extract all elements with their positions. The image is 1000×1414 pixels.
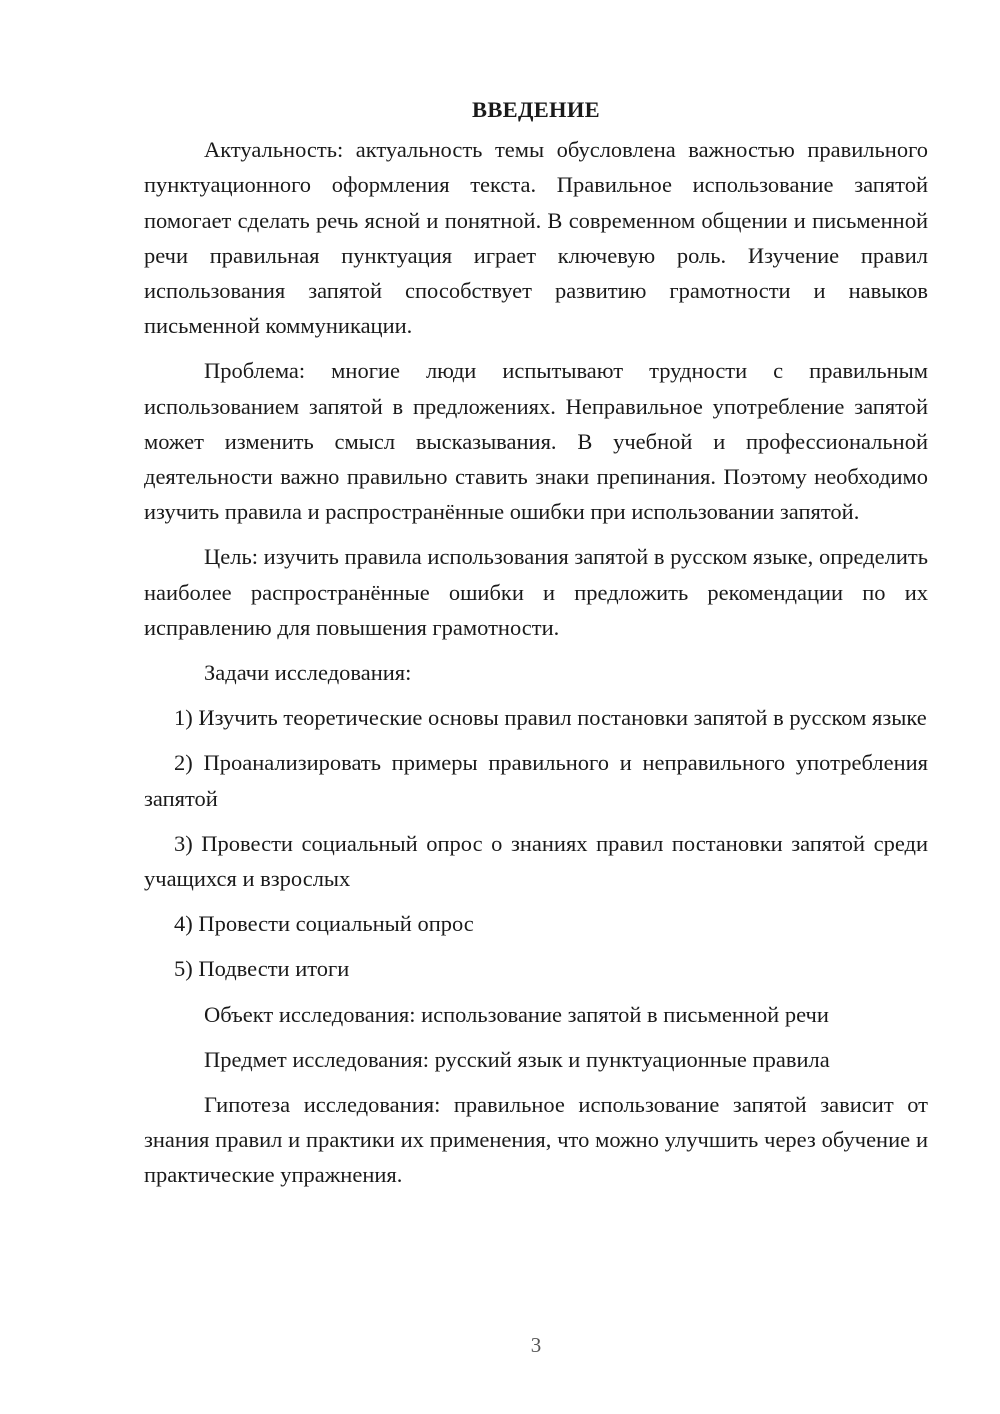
research-object: Объект исследования: использование запятой в письменной речи: [204, 1001, 829, 1027]
task-item: 3) Провести социальный опрос о знаниях правил постановки запятой среди учащихся и взрослых: [144, 830, 928, 892]
research-hypothesis: Гипотеза исследования: правильное использование запятой зависит от знания правил и практики их применения, что можно улучшить через обучение и практические упражнения.: [144, 1092, 928, 1188]
goal-paragraph: Цель: изучить правила использования запятой в русском языке, определить наиболее распространённые ошибки и предложить рекомендации по их исправлению для повышения грамотности.: [144, 544, 928, 640]
section-title: ВВЕДЕНИЕ: [472, 97, 600, 122]
page-number: 3: [530, 1333, 542, 1357]
task-item: 4) Провести социальный опрос: [174, 911, 474, 937]
research-subject: Предмет исследования: русский язык и пунктуационные правила: [204, 1046, 830, 1072]
page-body: [144, 92, 928, 1203]
problem-paragraph: Проблема: многие люди испытывают трудности с правильным использованием запятой в предложениях. Неправильное употребление запятой может изменить смысл высказывания. В учебной и профессиональной деятельности важно правильно ставить знаки препинания. Поэтому необходимо изучить правила и распространённые ошибки при использовании запятой.: [144, 358, 928, 525]
task-item: 2) Проанализировать примеры правильного и неправильного употребления запятой: [144, 750, 928, 811]
task-item: 5) Подвести итоги: [174, 956, 350, 982]
tasks-heading: Задачи исследования:: [204, 660, 412, 686]
task-item: 1) Изучить теоретические основы правил постановки запятой в русском языке: [174, 705, 927, 731]
relevance-paragraph: Актуальность: актуальность темы обусловлена важностью правильного пунктуационного оформления текста. Правильное использование запятой помогает сделать речь ясной и понятной. В современном общении и письменной речи правильная пунктуация играет ключевую роль. Изучение правил использования запятой способствует развитию грамотности и навыков письменной коммуникации.: [144, 137, 928, 339]
